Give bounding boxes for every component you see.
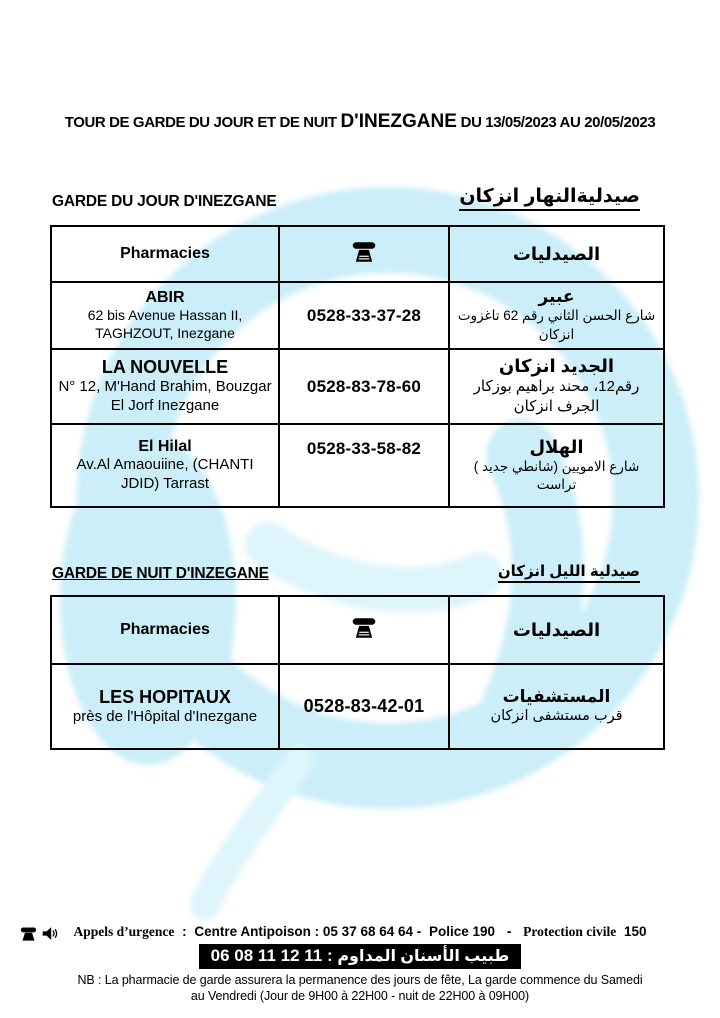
night-garde-table	[50, 595, 665, 750]
pharmacy-name: El Hilal	[138, 437, 192, 455]
nb-line2: au Vendredi (Jour de 9H00 à 22H00 - nuit de 22H00 à 09H00)	[190, 989, 530, 1004]
day-header-phone-cell	[279, 226, 449, 282]
night-header-pharmacies: Pharmacies	[51, 596, 279, 664]
antipoison-text: Centre Antipoison : 05 37 68 64 64 -	[194, 924, 422, 939]
dash-separator: -	[506, 924, 512, 939]
nb-note	[0, 972, 720, 1005]
telephone-icon	[351, 615, 377, 641]
dentist-on-duty-bar	[199, 944, 522, 969]
nb-line1: NB : La pharmacie de garde assurera la permanence des jours de fête, La garde commence du Samedi	[77, 973, 643, 987]
emergency-colon: :	[182, 924, 187, 939]
title-dates: DU 13/05/2023 AU 20/05/2023	[456, 114, 656, 131]
pharmacy-name-ar: عبير	[538, 287, 575, 307]
pharmacy-cell-ar	[449, 349, 664, 424]
night-section-heading	[52, 562, 640, 583]
table-row	[51, 282, 664, 349]
table-row	[51, 349, 664, 424]
pharmacy-address: près de l'Hôpital d'Inezgane	[72, 707, 258, 725]
pharmacy-phone: 0528-33-58-82	[279, 424, 449, 507]
pharmacy-cell-fr	[51, 424, 279, 507]
dentist-label-ar: طبيب الأسنان المداوم	[337, 948, 510, 965]
pharmacy-name-ar: الجديد انزكان	[498, 355, 615, 376]
pharmacy-cell-fr	[51, 664, 279, 749]
phone-icon	[20, 925, 37, 942]
pharmacy-address-ar: رقم12، محند براهيم بوزكار الجرف انزكان	[473, 377, 640, 415]
pharmacy-name: ABIR	[145, 289, 185, 306]
pharmacy-name: LES HOPITAUX	[99, 686, 231, 707]
day-header-pharmacies-ar: الصيدليات	[449, 226, 664, 282]
dentist-phone-number: 06 08 11 12 11 :	[210, 946, 338, 965]
day-heading-ar: صيدليةالنهار انزكان	[459, 185, 640, 211]
pharmacy-name-ar: المستشفيات	[502, 686, 611, 706]
pharmacy-address: N° 12, M'Hand Brahim, Bouzgar El Jorf Inezgane	[58, 378, 272, 414]
pharmacy-name-ar: الهلال	[529, 436, 584, 457]
footer	[0, 924, 720, 1005]
title-prefix: TOUR DE GARDE DU JOUR ET DE NUIT	[64, 114, 341, 131]
pharmacy-phone: 0528-83-42-01	[279, 664, 449, 749]
night-table-header-row	[51, 596, 664, 664]
protection-civile-number: 150	[623, 924, 647, 939]
night-heading-ar: صيدلية الليل انزكان	[498, 562, 640, 583]
day-heading-fr: GARDE DU JOUR D'INEZGANE	[52, 193, 277, 210]
page-title	[0, 0, 720, 133]
telephone-icon	[351, 239, 377, 265]
day-table-header-row	[51, 226, 664, 282]
protection-civile-label: Protection civile	[523, 924, 617, 939]
night-heading-fr: GARDE DE NUIT D'INZEGANE	[52, 565, 269, 582]
pharmacy-address: 62 bis Avenue Hassan II, TAGHZOUT, Inezgane	[87, 307, 243, 341]
pharmacy-cell-ar	[449, 424, 664, 507]
pharmacy-cell-ar	[449, 282, 664, 349]
day-header-pharmacies: Pharmacies	[51, 226, 279, 282]
emergency-line	[0, 924, 720, 940]
table-row	[51, 664, 664, 749]
day-section-heading	[52, 185, 640, 211]
pharmacy-address-ar: قرب مستشفى انزكان	[490, 707, 623, 724]
pharmacy-address-ar: شارع الحسن الثاني رقم 62 تاغزوت انزكان	[457, 308, 656, 342]
day-garde-table	[50, 225, 665, 508]
pharmacy-phone: 0528-33-37-28	[279, 282, 449, 349]
pharmacy-cell-fr	[51, 349, 279, 424]
pharmacy-address: Av.Al Amaouiine, (CHANTI JDID) Tarrast	[76, 455, 254, 492]
night-header-pharmacies-ar: الصيدليات	[449, 596, 664, 664]
emergency-icons	[20, 925, 60, 942]
night-header-phone-cell	[279, 596, 449, 664]
table-row	[51, 424, 664, 507]
title-city: D'INEZGANE	[340, 111, 457, 132]
dentist-bar-line	[0, 944, 720, 969]
pharmacy-name: LA NOUVELLE	[101, 357, 229, 378]
pharmacy-cell-fr	[51, 282, 279, 349]
police-text: Police 190	[429, 924, 496, 939]
pharmacy-cell-ar	[449, 664, 664, 749]
loudspeaker-icon	[41, 925, 60, 942]
emergency-label: Appels d’urgence	[73, 924, 175, 939]
pharmacy-address-ar: شارع الامويين (شانطي جديد ) تراست	[473, 458, 640, 492]
pharmacy-phone: 0528-83-78-60	[279, 349, 449, 424]
